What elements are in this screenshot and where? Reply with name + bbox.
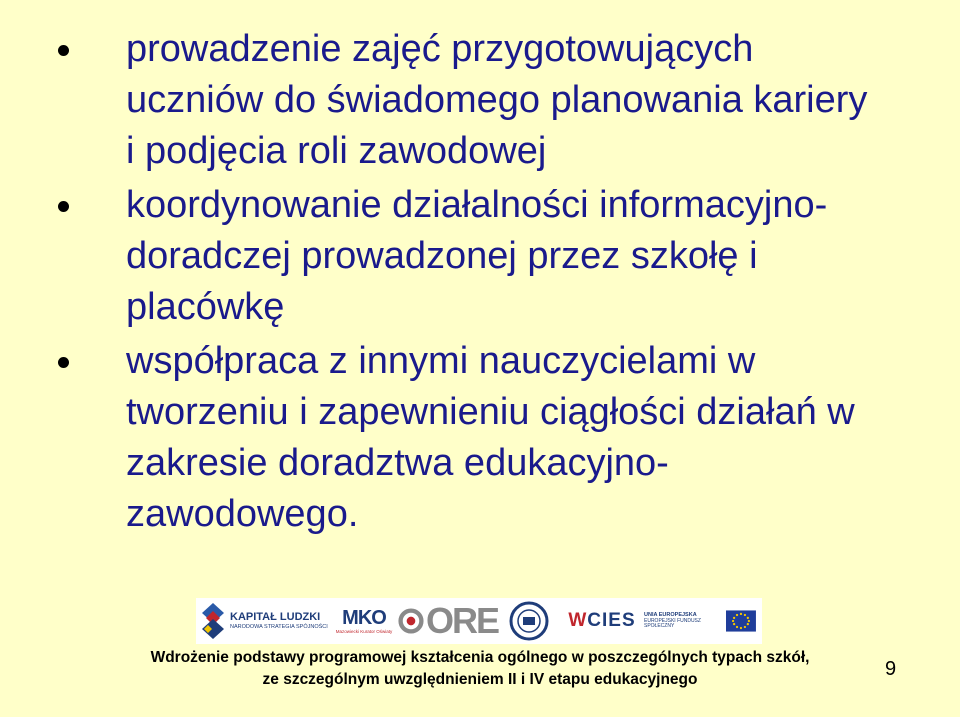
ore-logo [398, 598, 498, 644]
ue-title: UNIA EUROPEJSKA [644, 612, 697, 619]
bullet-text-line: koordynowanie działalności informacyjno- [126, 184, 828, 226]
bullet-text-line: zawodowego. [126, 493, 359, 535]
bullet-text-line: doradczej prowadzonej przez szkołę i [126, 235, 758, 277]
school-seal-logo [498, 598, 560, 644]
mko-subtitle: Mazowiecki Kurator Oświaty [335, 628, 393, 634]
kapital-ludzki-icon [202, 603, 224, 639]
page-number: 9 [885, 658, 897, 680]
bullet-icon [58, 45, 69, 56]
bullet-text-line: uczniów do świadomego planowania kariery [126, 79, 868, 121]
kapital-ludzki-logo [196, 598, 330, 644]
ue-subtitle: EUROPEJSKI FUNDUSZ SPOŁECZNY [644, 617, 701, 630]
wcies-rest: CIES [587, 610, 636, 631]
bullet-text-line: placówkę [126, 286, 285, 328]
mko-logo [330, 598, 398, 644]
bullet-item [0, 24, 960, 177]
bullet-item [0, 180, 960, 333]
bullet-text-line: współpraca z innymi nauczycielami w [126, 340, 756, 382]
ore-circle-icon [398, 606, 424, 636]
ue-logo [644, 598, 756, 644]
school-seal-icon [509, 601, 549, 641]
bullet-text-line: i podjęcia roli zawodowej [126, 130, 547, 172]
mko-mark: MKO [342, 606, 386, 629]
kapital-ludzki-title: KAPITAŁ LUDZKI [230, 610, 321, 623]
wcies-w: W [568, 610, 588, 631]
bullet-icon [58, 201, 69, 212]
footer-line-2: ze szczególnym uwzględnieniem II i IV etapu edukacyjnego [262, 671, 698, 688]
bullet-text-line: tworzeniu i zapewnieniu ciągłości działań w [126, 391, 855, 433]
bullet-text-line: prowadzenie zajęć przygotowujących [126, 28, 754, 70]
bullet-item [0, 336, 960, 540]
ore-mark: ORE [425, 600, 498, 641]
bullet-list [0, 24, 960, 543]
wcies-logo [560, 598, 644, 644]
footer-line-1: Wdrożenie podstawy programowej kształcenia ogólnego w poszczególnych typach szkół, [150, 649, 810, 666]
wcies-mark [568, 610, 635, 632]
bullet-text-line: zakresie doradztwa edukacyjno- [126, 442, 669, 484]
kapital-ludzki-subtitle: NARODOWA STRATEGIA SPÓJNOŚCI [230, 623, 328, 630]
eu-flag-icon [726, 609, 756, 633]
bullet-icon [58, 357, 69, 368]
sponsor-logo-strip [196, 598, 762, 644]
